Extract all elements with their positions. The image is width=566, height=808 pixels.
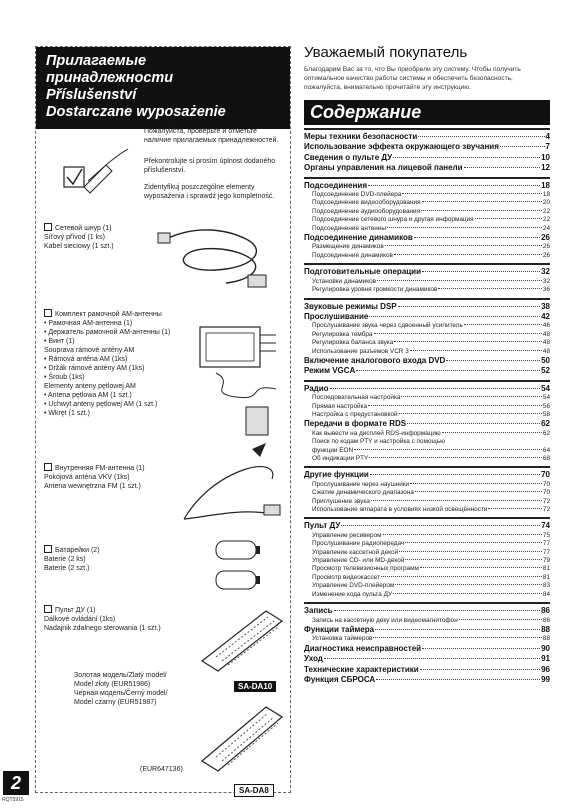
item-checkbox[interactable]: [44, 605, 52, 613]
toc-entry[interactable]: [304, 411, 550, 419]
toc-entry-title: Подсоединение динамиков: [304, 233, 413, 243]
toc-entry-title: Сжатие динамического диапазона: [312, 489, 414, 497]
toc-entry-page: 26: [541, 233, 550, 243]
toc-entry[interactable]: [304, 625, 550, 635]
toc-entry[interactable]: [304, 384, 550, 394]
model-line: Model złoty (EUR51986): [74, 681, 151, 688]
toc-leader: [370, 474, 540, 475]
accessories-panel: [35, 46, 291, 793]
toc-entry-page: 90: [541, 643, 550, 653]
toc-entry-page: 77: [542, 548, 550, 556]
toc-section: [304, 380, 550, 464]
toc-entry-title: Меры техники безопасности: [304, 132, 418, 141]
toc-entry-title: Регулировка баланса звука: [312, 339, 394, 347]
toc-entry[interactable]: [304, 331, 550, 339]
toc-leader: [459, 619, 542, 620]
toc-entry-title: Включение аналогового входа DVD: [304, 355, 446, 365]
am-antenna-icon: [196, 323, 286, 463]
toc-leader: [369, 457, 542, 458]
toc-entry-page: 38: [541, 301, 550, 311]
title-line: Příslušenství: [46, 87, 137, 103]
toc-entry-page: 99: [541, 674, 550, 684]
item-line: Souprava rámové antény AM: [44, 347, 135, 354]
toc-entry[interactable]: [304, 216, 550, 224]
toc-entry[interactable]: [304, 339, 550, 347]
toc-leader: [422, 271, 540, 272]
toc-entry-title: Диагностика неисправностей: [304, 643, 422, 653]
toc-entry-page: 4: [545, 132, 550, 141]
toc-entry[interactable]: [304, 225, 550, 233]
page-number: 2: [3, 771, 29, 795]
title-line: принадлежности: [46, 70, 174, 86]
intro-text: Благодарим Вас за то, что Вы приобрели эту систему. Чтобы получить оптимальное качество работы системы и обеспечить безопасность, пожалуйста, внимательно прочитайте эту инструкцию.: [304, 66, 521, 91]
toc-entry-page: 88: [541, 624, 550, 634]
toc-entry[interactable]: [304, 302, 550, 312]
toc-entry-page: 91: [541, 654, 550, 664]
toc-entry-title: Управление CD- или MD-декой: [312, 557, 405, 565]
toc-leader: [442, 432, 542, 433]
toc-leader: [387, 227, 542, 228]
toc-entry-title: Пульт ДУ: [304, 521, 341, 531]
toc-leader: [398, 306, 540, 307]
toc-entry-page: 86: [541, 606, 550, 616]
toc-entry-title: Как вывести на дисплей RDS-информацию: [312, 429, 441, 437]
toc-leader: [394, 341, 542, 342]
item-bullet: • Рамочная AM-антенна (1): [44, 319, 214, 328]
toc-entry-title: Поиск по кодам PTY и настройка с помощью: [312, 438, 445, 446]
toc-entry-page: 72: [542, 497, 550, 505]
toc-leader: [414, 237, 540, 238]
toc-entry-page: 18: [542, 191, 550, 199]
toc-entry[interactable]: [304, 366, 550, 376]
item-line: Baterie (2 ks): [44, 556, 86, 563]
toc-entry-page: 81: [542, 573, 550, 581]
toc-leader: [488, 508, 541, 509]
toc-entry-title: Звуковые режимы DSP: [304, 301, 397, 311]
toc-entry[interactable]: [304, 191, 550, 199]
toc-entry-page: 81: [542, 565, 550, 573]
toc-section: [304, 177, 550, 261]
toc-entry-title: Установка таймеров: [312, 635, 373, 643]
toc-leader: [371, 500, 542, 501]
toc-leader: [415, 491, 542, 492]
toc-entry-title: Подсоединение сетевого шнура и другая информация: [312, 216, 474, 224]
toc-entry-title: Установки динамиков: [312, 277, 377, 285]
toc-entry-title: Подсоединение видеооборудования: [312, 199, 421, 207]
item-bullet: • Wkręt (1 szt.): [44, 409, 214, 418]
toc-leader: [324, 658, 540, 659]
toc-section: [304, 263, 550, 294]
item-checkbox[interactable]: [44, 309, 52, 317]
toc-entry[interactable]: [304, 252, 550, 260]
item-fm-antenna: [44, 463, 145, 491]
toc-entry-title: Технические характеристики: [304, 664, 419, 674]
toc-entry-title: Прослушивание через наушники: [312, 480, 410, 488]
toc-entry[interactable]: [304, 506, 550, 514]
toc-section: [304, 298, 550, 377]
toc-entry[interactable]: [304, 665, 550, 675]
toc-entry-title: Регулировка тембра: [312, 330, 373, 338]
toc-entry-page: 56: [542, 402, 550, 410]
toc-leader: [464, 167, 541, 168]
model2-code: (EUR647136): [140, 766, 183, 773]
toc-entry[interactable]: [304, 394, 550, 402]
toc-entry-page: 12: [541, 163, 550, 173]
toc-leader: [341, 525, 540, 526]
item-line: Пульт ДУ (1): [55, 607, 96, 614]
toc-leader: [446, 360, 540, 361]
toc-entry-title: Запись: [304, 606, 333, 616]
toc-entry[interactable]: [304, 267, 550, 277]
toc-section: [304, 517, 550, 599]
toc-leader: [407, 423, 540, 424]
title-line: Dostarczane wyposażenie: [46, 104, 226, 120]
toc-entry-page: 52: [541, 366, 550, 376]
toc-entry[interactable]: [304, 582, 550, 590]
item-batteries: [44, 545, 100, 573]
toc-entry[interactable]: [304, 153, 550, 163]
toc-entry[interactable]: [304, 430, 550, 438]
item-bullet: • Šroub (1ks): [44, 373, 214, 382]
item-bullet: • Uchwyt anteny pętlowej AM (1 szt.): [44, 400, 214, 409]
toc-entry-page: 54: [541, 383, 550, 393]
toc-entry-title: Прямая настройка: [312, 402, 368, 410]
toc-entry-title: функции EON: [312, 446, 354, 454]
toc-entry-title: Другие функции: [304, 470, 369, 480]
toc-leader: [410, 350, 542, 351]
toc-entry-page: 88: [542, 635, 550, 643]
toc-entry-title: Прослушивание звука через сдвоенный усилитель: [312, 322, 463, 330]
toc-entry-page: 20: [542, 199, 550, 207]
toc-entry-title: Настройка с предустановкой: [312, 410, 398, 418]
toc-leader: [385, 245, 542, 246]
toc-entry-title: Подсоединение DVD-плейера: [312, 191, 402, 199]
toc-entry-title: Управление кассетной декой: [312, 548, 399, 556]
toc-entry[interactable]: [304, 549, 550, 557]
page-code: RQT5915: [2, 797, 24, 803]
toc-leader: [402, 193, 542, 194]
toc-entry-page: 70: [542, 489, 550, 497]
toc-entry[interactable]: [304, 286, 550, 294]
toc-entry-title: Просмотр телевизионных программ: [312, 565, 419, 573]
toc-entry-title: Управление ресивером: [312, 531, 382, 539]
toc-entry[interactable]: [304, 574, 550, 582]
toc-entry-page: 54: [542, 394, 550, 402]
toc-entry-title: Использование разъемов VCR 3: [312, 347, 409, 355]
item-checkbox[interactable]: [44, 223, 52, 231]
toc-entry[interactable]: [304, 489, 550, 497]
toc-entry-title: Прослушивание: [304, 311, 369, 321]
toc-leader: [368, 405, 542, 406]
item-bullet: • Держатель рамочной AM-антенны (1): [44, 328, 214, 337]
toc-entry[interactable]: [304, 278, 550, 286]
item-am-antenna: [44, 309, 214, 418]
toc-entry-page: 32: [541, 267, 550, 277]
toc-entry[interactable]: [304, 635, 550, 643]
toc-leader: [377, 280, 542, 281]
toc-entry-page: 84: [542, 590, 550, 598]
toc-entry[interactable]: [304, 675, 550, 685]
toc-leader: [405, 559, 541, 560]
toc-leader: [422, 201, 542, 202]
toc-entry-title: Радио: [304, 383, 329, 393]
item-checkbox[interactable]: [44, 463, 52, 471]
toc-leader: [368, 185, 540, 186]
toc-leader: [373, 637, 541, 638]
toc-entry-page: 72: [542, 506, 550, 514]
toc-section: [304, 128, 550, 174]
toc-leader: [401, 396, 541, 397]
model2-badge: SA-DA8: [234, 784, 274, 797]
toc-entry[interactable]: [304, 644, 550, 654]
toc-entry-title: Подсоединение антенны: [312, 224, 386, 232]
toc-entry[interactable]: [304, 481, 550, 489]
accessories-title: [36, 47, 290, 129]
toc-leader: [394, 254, 542, 255]
toc-entry-page: 18: [541, 180, 550, 190]
toc-leader: [418, 136, 544, 137]
item-line: Внутренняя FM-антенна (1): [55, 465, 145, 472]
toc-entry[interactable]: [304, 181, 550, 191]
toc-entry-title: Просмотр видеокассет: [312, 573, 380, 581]
fm-antenna-icon: [176, 459, 286, 529]
toc-entry-page: 26: [542, 243, 550, 251]
model-line: Model czarny (EUR51987): [74, 699, 157, 706]
toc-entry-title: Регулировка уровня громкости динамиков: [312, 286, 438, 294]
toc-entry-page: 26: [542, 251, 550, 259]
toc-entry[interactable]: [304, 199, 550, 207]
item-line: Комплект рамочной AM-антенны: [55, 311, 162, 318]
toc-entry[interactable]: [304, 557, 550, 565]
toc-entry-page: 36: [542, 286, 550, 294]
toc-leader: [422, 648, 540, 649]
item-bullet: • Držák rámové antény AM (1ks): [44, 364, 214, 373]
toc-entry-title: Управление DVD-плейером: [312, 582, 395, 590]
item-line: Kabel sieciowy (1 szt.): [44, 243, 114, 250]
toc-entry-page: 83: [542, 582, 550, 590]
toc-leader: [500, 146, 545, 147]
toc-entry-page: 62: [542, 429, 550, 437]
toc-entry-page: 42: [541, 311, 550, 321]
remote-control-icon: [196, 607, 286, 673]
item-line: Síťový přívod (1 ks): [44, 234, 105, 241]
item-line: Pokojová anténa VKV (1ks): [44, 474, 130, 481]
toc-entry-title: Функции таймера: [304, 624, 375, 634]
toc-entry[interactable]: [304, 356, 550, 366]
item-line: Antena wewnętrzna FM (1 szt.): [44, 483, 141, 490]
contents-panel: [304, 44, 550, 685]
toc-entry-page: 24: [542, 224, 550, 232]
model-line: Черная модель/Černý model/: [74, 690, 168, 697]
toc-leader: [399, 413, 542, 414]
item-line: Baterie (2 szt.): [44, 565, 90, 572]
toc-leader: [356, 370, 540, 371]
toc-leader: [334, 610, 541, 611]
toc-leader: [405, 542, 542, 543]
toc-entry[interactable]: [304, 565, 550, 573]
toc-entry[interactable]: [304, 403, 550, 411]
toc-leader: [464, 324, 542, 325]
toc-leader: [395, 584, 542, 585]
toc-entry[interactable]: [304, 521, 550, 531]
item-line: Elementy anteny pętlowej AM: [44, 383, 136, 390]
toc-entry-title: Подсоединения: [304, 180, 367, 190]
toc-leader: [376, 679, 540, 680]
toc-entry[interactable]: [304, 312, 550, 322]
toc-leader: [420, 567, 542, 568]
toc-entry-page: 74: [541, 521, 550, 531]
toc-entry[interactable]: [304, 233, 550, 243]
toc-entry[interactable]: [304, 532, 550, 540]
toc-entry-title: Функция СБРОСА: [304, 674, 376, 684]
toc-entry-page: 22: [542, 216, 550, 224]
toc-entry[interactable]: [304, 447, 550, 455]
toc-entry[interactable]: [304, 438, 550, 446]
toc-entry-title: Органы управления на лицевой панели: [304, 163, 463, 173]
toc-leader: [383, 534, 542, 535]
toc-entry-title: Уход: [304, 654, 323, 664]
toc-entry-page: 64: [542, 446, 550, 454]
toc-entry[interactable]: [304, 243, 550, 251]
toc-leader: [421, 210, 542, 211]
item-bullet: • Rámová anténa AM (1ks): [44, 355, 214, 364]
toc-entry-title: Передачи в формате RDS: [304, 419, 407, 429]
remote-control-2-icon: [196, 703, 286, 773]
toc-entry-page: 32: [542, 277, 550, 285]
toc-leader: [381, 576, 542, 577]
toc-entry-title: Подготовительные операции: [304, 267, 422, 277]
toc-leader: [438, 288, 542, 289]
toc-entry-page: 86: [542, 616, 550, 624]
toc-leader: [410, 483, 542, 484]
toc-section: [304, 602, 550, 685]
greeting-title: Уважаемый покупатель: [304, 44, 468, 61]
toc-leader: [475, 218, 542, 219]
toc-entry-title: Приглушение звука: [312, 497, 370, 505]
toc-entry[interactable]: [304, 132, 550, 142]
item-remote: [44, 605, 161, 633]
toc-entry-title: Использование аппарата в условиях низкой освещённости: [312, 506, 488, 514]
toc-entry-page: 10: [541, 152, 550, 162]
toc-leader: [369, 316, 540, 317]
toc-entry-page: 48: [542, 330, 550, 338]
toc-entry-page: 79: [542, 557, 550, 565]
power-cord-icon: [156, 225, 276, 293]
toc-entry-title: Подсоединение аудиооборудования: [312, 207, 421, 215]
toc-entry[interactable]: [304, 617, 550, 625]
toc-entry[interactable]: [304, 419, 550, 429]
toc-leader: [420, 669, 540, 670]
toc-entry-title: Подсоединение динамиков: [312, 251, 393, 259]
toc-leader: [330, 388, 541, 389]
item-line: Батарейки (2): [55, 547, 100, 554]
toc-entry-title: Запись на кассетную деку или видеомагнитофон: [312, 616, 458, 624]
toc-entry[interactable]: [304, 455, 550, 463]
toc-entry-page: 96: [541, 664, 550, 674]
toc-entry[interactable]: [304, 540, 550, 548]
title-line: Прилагаемые: [46, 53, 147, 69]
item-checkbox[interactable]: [44, 545, 52, 553]
instruction-ru: Пожалуйста, проверьте и отметьте наличие прилагаемых принадлежностей.: [144, 128, 279, 144]
toc-leader: [375, 629, 540, 630]
model-line: Золотая модель/Zlatý model/: [74, 672, 167, 679]
item-power-cord: [44, 223, 114, 251]
toc-entry-page: 68: [542, 455, 550, 462]
toc-entry[interactable]: [304, 142, 550, 152]
toc-leader: [399, 551, 542, 552]
model1-badge: SA-DA10: [234, 681, 276, 692]
toc-entry-page: 62: [541, 419, 550, 429]
toc-entry[interactable]: [304, 322, 550, 330]
toc-entry-page: 48: [542, 347, 550, 355]
toc-entry-title: Последовательная настройка: [312, 394, 401, 402]
toc-entry-title: Размещение динамиков: [312, 243, 384, 251]
toc-leader: [354, 449, 542, 450]
toc-entry-page: 7: [545, 142, 550, 152]
model1-text: [74, 671, 168, 707]
toc-entry-page: 22: [542, 207, 550, 215]
toc-entry[interactable]: [304, 348, 550, 356]
checkmark-pen-icon: [44, 147, 134, 207]
toc-leader: [374, 333, 542, 334]
instruction-pl: Zidentyfikuj poszczególne elementy wyposażenia i sprawdź jego kompletność.: [144, 184, 275, 200]
toc-entry[interactable]: [304, 163, 550, 173]
toc-entry-page: 70: [541, 470, 550, 480]
item-bullet: • Antena pętlowa AM (1 szt.): [44, 391, 214, 400]
toc-entry[interactable]: [304, 606, 550, 616]
batteries-icon: [196, 535, 276, 605]
item-line: Dálkové ovládání (1ks): [44, 616, 116, 623]
toc-entry-page: 50: [541, 355, 550, 365]
toc-entry-page: 70: [542, 480, 550, 488]
toc-entry[interactable]: [304, 654, 550, 664]
toc-entry-page: 77: [542, 540, 550, 548]
toc-leader: [393, 157, 540, 158]
toc-entry-title: Об индикации PTY: [312, 455, 369, 462]
toc-entry[interactable]: [304, 591, 550, 599]
instruction-cz: Překontrolujte si prosím úplnost dodaného příslušenství.: [144, 158, 276, 174]
item-line: Nadajnik zdalnego sterowania (1 szt.): [44, 625, 161, 632]
toc-entry-title: Сведения о пульте ДУ: [304, 152, 393, 162]
toc-entry[interactable]: [304, 470, 550, 480]
toc-section: [304, 466, 550, 514]
toc-entry-title: Режим VGCA: [304, 366, 356, 376]
table-of-contents: [304, 128, 550, 685]
item-line: Сетевой шнур (1): [55, 225, 112, 232]
toc-entry-title: Использование эффекта окружающего звучания: [304, 142, 499, 152]
toc-entry-title: Прослушивание радиопередач: [312, 540, 405, 548]
item-bullet: • Винт (1): [44, 337, 214, 346]
toc-entry-page: 58: [542, 410, 550, 418]
toc-entry-page: 48: [542, 339, 550, 347]
toc-entry[interactable]: [304, 208, 550, 216]
toc-entry-title: Изменение кода пульта ДУ: [312, 590, 393, 598]
toc-entry[interactable]: [304, 498, 550, 506]
toc-entry-page: 46: [542, 322, 550, 330]
toc-leader: [393, 593, 542, 594]
contents-title: Содержание: [304, 100, 550, 125]
toc-entry-page: 75: [542, 531, 550, 539]
